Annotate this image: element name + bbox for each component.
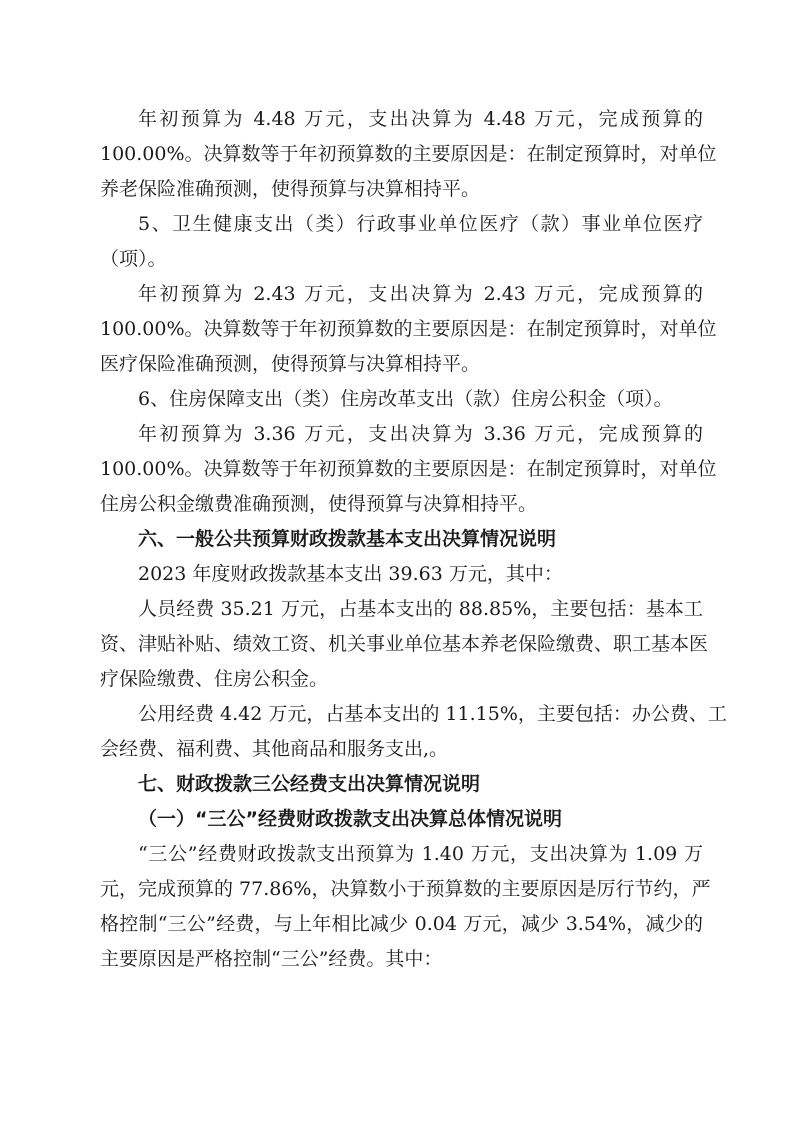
- paragraph: [100, 417, 717, 522]
- paragraph: [100, 207, 703, 277]
- paragraph: [100, 277, 717, 382]
- text-line: 元，完成预算的 77.86%，决算数小于预算数的主要原因是厉行节约，严: [100, 878, 711, 900]
- text-line: 年初预算为 2.43 万元，支出决算为 2.43 万元，完成预算的: [138, 283, 703, 305]
- text-line: 人员经费 35.21 万元，占基本支出的 88.85%，主要包括：基本工: [138, 598, 703, 620]
- text-line: 会经费、福利费、其他商品和服务支出,。: [100, 738, 449, 760]
- paragraph: [100, 557, 703, 592]
- text-line: 公用经费 4.42 万元，占基本支出的 11.15%，主要包括：办公费、工: [138, 703, 727, 725]
- text-line: 医疗保险准确预测，使得预算与决算相持平。: [100, 353, 481, 375]
- section-heading: [100, 522, 703, 557]
- text-line: 资、津贴补贴、绩效工资、机关事业单位基本养老保险缴费、职工基本医: [100, 633, 709, 655]
- text-line: 年初预算为 3.36 万元，支出决算为 3.36 万元，完成预算的: [138, 423, 703, 445]
- text-line: 住房公积金缴费准确预测，使得预算与决算相持平。: [100, 493, 538, 515]
- text-line: 5、卫生健康支出（类）行政事业单位医疗（款）事业单位医疗: [138, 213, 703, 235]
- paragraph: [100, 837, 711, 977]
- text-line: 2023 年度财政拨款基本支出 39.63 万元，其中：: [138, 563, 563, 585]
- heading-text: 七、财政拨款三公经费支出决算情况说明: [138, 773, 481, 795]
- text-line: 格控制“三公”经费，与上年相比减少 0.04 万元，减少 3.54%，减少的: [100, 913, 703, 935]
- text-line: 100.00%。决算数等于年初预算数的主要原因是：在制定预算时，对单位: [100, 458, 717, 480]
- text-line: 100.00%。决算数等于年初预算数的主要原因是：在制定预算时，对单位: [100, 318, 717, 340]
- document-page: [100, 102, 727, 977]
- text-line: 100.00%。决算数等于年初预算数的主要原因是：在制定预算时，对单位: [100, 143, 717, 165]
- heading-text: （一）“三公”经费财政拨款支出决算总体情况说明: [138, 808, 562, 830]
- paragraph: [100, 592, 709, 697]
- paragraph: [100, 382, 703, 417]
- section-heading: [100, 767, 703, 802]
- text-line: 6、住房保障支出（类）住房改革支出（款）住房公积金（项）。: [138, 388, 673, 410]
- text-line: “三公”经费财政拨款支出预算为 1.40 万元，支出决算为 1.09 万: [138, 843, 703, 865]
- text-line: 主要原因是严格控制“三公”经费。其中：: [100, 948, 443, 970]
- text-line: 疗保险缴费、住房公积金。: [100, 668, 329, 690]
- section-heading: [100, 802, 703, 837]
- text-line: （项）。: [100, 248, 167, 270]
- heading-text: 六、一般公共预算财政拨款基本支出决算情况说明: [138, 528, 557, 550]
- paragraph: [100, 697, 727, 767]
- text-line: 养老保险准确预测，使得预算与决算相持平。: [100, 178, 481, 200]
- text-line: 年初预算为 4.48 万元，支出决算为 4.48 万元，完成预算的: [138, 108, 703, 130]
- paragraph: [100, 102, 717, 207]
